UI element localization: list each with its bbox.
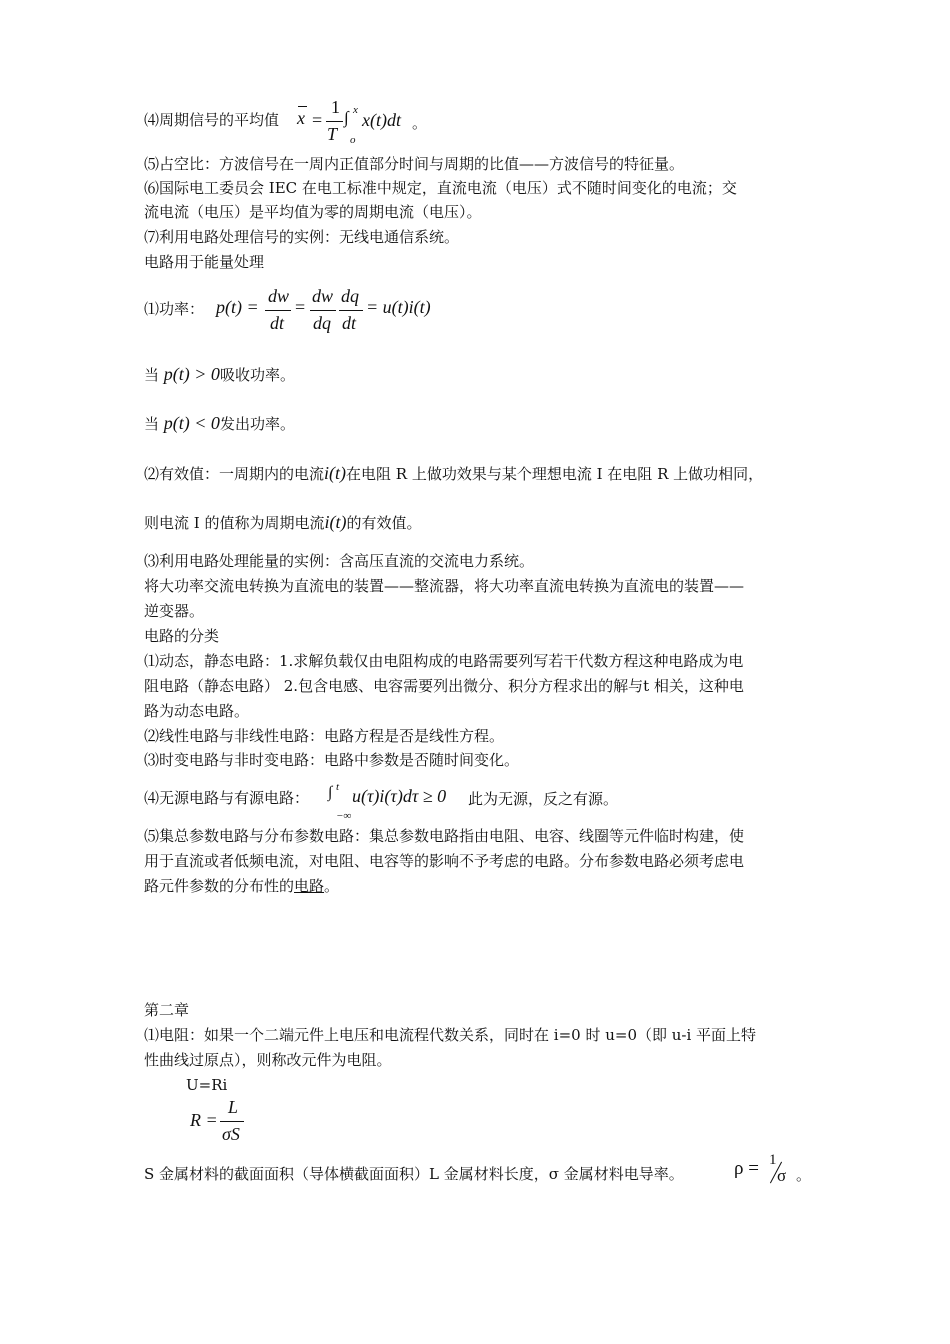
class-lumped-line-2: 用于直流或者低频电流，对电阻、电容等的影响不予考虑的电路。分布参数电路必须考虑电 xyxy=(144,852,745,870)
rho-lhs: ρ = xyxy=(734,1158,759,1179)
passive-suffix: 此为无源，反之有源。 xyxy=(468,790,619,808)
circuit-link-text: 电路 xyxy=(294,877,325,895)
emit-math: p(t) < 0 xyxy=(163,413,220,433)
power-f1-num: dw xyxy=(268,286,290,306)
converter-line-2: 逆变器。 xyxy=(144,602,205,620)
class-linear-line: ⑵线性电路与非线性电路：电路方程是否是线性方程。 xyxy=(144,727,505,745)
absorb-math: p(t) > 0 xyxy=(163,364,220,384)
avg-x-bar: x xyxy=(297,108,305,128)
power-label: ⑴功率： xyxy=(144,300,205,318)
rms-line-1: ⑵有效值：一周期内的电流i(t)在电阻 R 上做功效果与某个理想电流 I 在电阻 R 上做功相同， xyxy=(144,463,764,483)
duty-cycle-line: ⑸占空比：方波信号在一周内正值部分时间与周期的比值——方波信号的特征量。 xyxy=(144,155,685,173)
energy-example-line: ⑶利用电路处理能量的实例：含高压直流的交流电力系统。 xyxy=(144,552,535,570)
signal-example-line: ⑺利用电路处理信号的实例：无线电通信系统。 xyxy=(144,228,460,246)
rms-math-2: i(t) xyxy=(324,512,347,532)
class-passive-line: ⑷无源电路与有源电路： xyxy=(144,789,310,807)
energy-heading: 电路用于能量处理 xyxy=(144,253,265,271)
power-f3-den: dt xyxy=(342,313,357,333)
passive-body: u(τ)i(τ)dτ ≥ 0 xyxy=(352,786,447,806)
passive-integral-sign: ∫ xyxy=(328,784,333,801)
power-f2-num: dw xyxy=(312,286,334,306)
avg-value-prefix: ⑷周期信号的平均值 xyxy=(144,111,280,129)
avg-integrand: x(t)dt xyxy=(362,110,401,130)
rho-num: 1 xyxy=(769,1152,777,1168)
ohm-law: U=Ri xyxy=(186,1076,228,1094)
absorb-line: 当 p(t) > 0吸收功率。 xyxy=(144,364,295,384)
avg-value-line xyxy=(144,108,279,132)
power-f2-den: dq xyxy=(313,313,331,333)
rms-line-2: 则电流 I 的值称为周期电流i(t)的有效值。 xyxy=(144,512,422,532)
avg-frac-den: T xyxy=(327,124,338,144)
avg-equals: = xyxy=(312,110,323,130)
rho-end: 。 xyxy=(796,1166,812,1184)
resistor-line-1: ⑴电阻：如果一个二端元件上电压和电流程代数关系，同时在 i=0 时 u=0（即 u-i 平面上特 xyxy=(144,1026,757,1044)
class-lumped-line-1: ⑸集总参数电路与分布参数电路：集总参数电路指由电阻、电容、线圈等元件临时构建，使 xyxy=(144,827,745,845)
class-dynamic-line-1: ⑴动态，静态电路：1.求解负载仅由电阻构成的电路需要列写若干代数方程这种电路成为电 xyxy=(144,652,744,670)
passive-int-upper: t xyxy=(336,781,340,793)
power-f1-den: dt xyxy=(270,313,285,333)
avg-frac-num: 1 xyxy=(331,97,340,117)
resistance-num: L xyxy=(228,1097,239,1117)
avg-int-lower: o xyxy=(350,134,356,146)
converter-line-1: 将大功率交流电转换为直流电的装置——整流器，将大功率直流电转换为直流电的装置—— xyxy=(144,577,745,595)
resistance-lhs: R = xyxy=(190,1110,218,1130)
power-f3-num: dq xyxy=(341,286,359,306)
iec-line-1: ⑹国际电工委员会 IEC 在电工标准中规定，直流电流（电压）式不随时间变化的电流；交 xyxy=(144,179,737,197)
resistance-den: σS xyxy=(222,1124,240,1144)
avg-end: 。 xyxy=(412,114,428,132)
resistor-line-2: 性曲线过原点），则称改元件为电阻。 xyxy=(144,1051,392,1069)
chapter2-heading: 第二章 xyxy=(144,1001,190,1019)
avg-integral-sign: ∫ xyxy=(344,108,349,127)
rms-math-1: i(t) xyxy=(324,463,347,483)
rho-den: σ xyxy=(777,1166,787,1185)
class-dynamic-line-2: 阻电路（静态电路） 2.包含电感、电容需要列出微分、积分方程求出的解与t 相关，这种电 xyxy=(144,677,744,695)
passive-int-lower: −∞ xyxy=(336,810,352,822)
material-note: S 金属材料的截面面积（导体横截面面积）L 金属材料长度，σ 金属材料电导率。 xyxy=(144,1165,684,1183)
class-dynamic-line-3: 路为动态电路。 xyxy=(144,702,250,720)
classification-heading: 电路的分类 xyxy=(144,627,220,645)
emit-line: 当 p(t) < 0发出功率。 xyxy=(144,413,295,433)
avg-int-upper: x xyxy=(353,104,358,116)
class-lumped-line-3: 路元件参数的分布性的电路。 xyxy=(144,877,340,895)
class-timevarying-line: ⑶时变电路与非时变电路：电路中参数是否随时间变化。 xyxy=(144,751,520,769)
power-lhs: p(t) = xyxy=(216,297,259,317)
power-rhs: = u(t)i(t) xyxy=(366,297,431,317)
iec-line-2: 流电流（电压）是平均值为零的周期电流（电压）。 xyxy=(144,203,482,221)
